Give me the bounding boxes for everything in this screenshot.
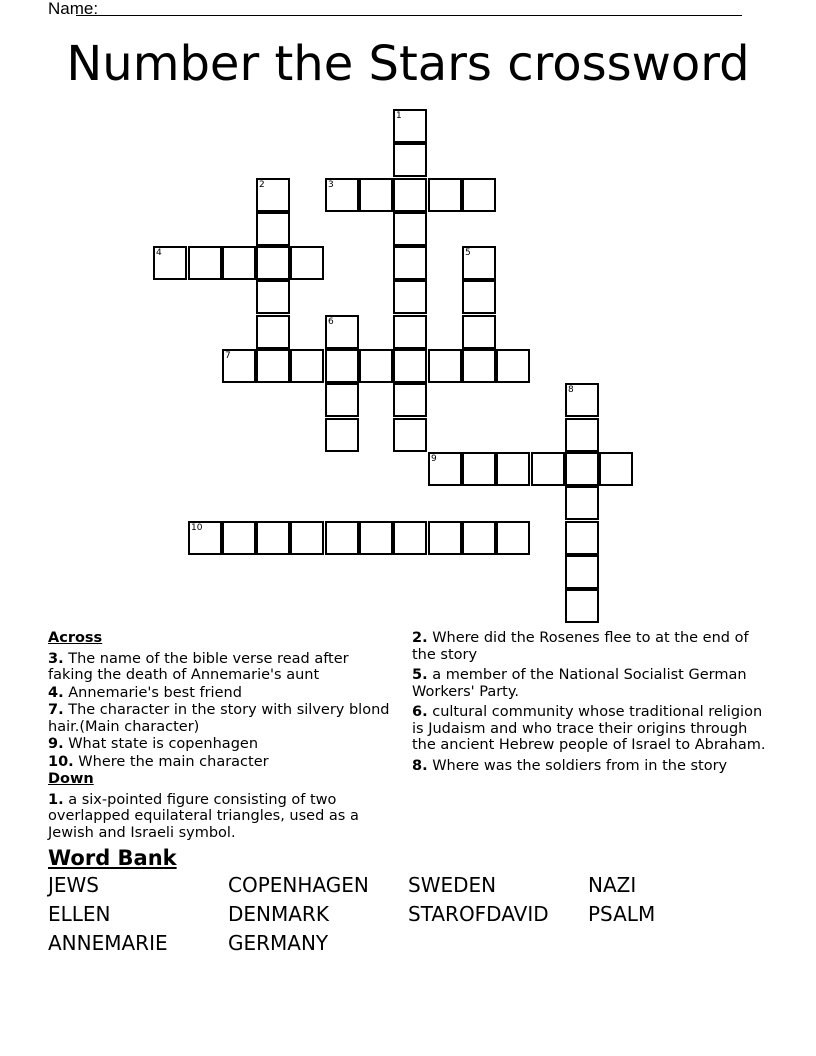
clue-text: Annemarie's best friend [63,684,242,701]
crossword-cell[interactable] [393,246,427,280]
clue-text: a six-pointed figure consisting of two overlapped equilateral triangles, used as a Jewish and Israeli symbol. [48,791,359,841]
clue-number: 1. [48,791,64,808]
clue-across-3 [48,651,393,684]
clue-number: 8. [412,757,428,774]
clue-number: 5. [412,667,428,683]
crossword-cell[interactable] [256,521,290,555]
crossword-cell[interactable] [428,521,462,555]
clue-number-label: 5 [465,248,471,258]
clue-text: The character in the story with silvery blond hair.(Main character) [48,702,390,735]
crossword-cell[interactable] [496,521,530,555]
crossword-cell[interactable] [565,486,599,520]
clue-across-7 [48,702,393,735]
crossword-cell-5[interactable] [462,246,496,280]
clue-number: 7. [48,702,64,718]
crossword-cell-4[interactable] [153,246,187,280]
crossword-cell[interactable] [462,521,496,555]
clue-text: a member of the National Socialist German Workers' Party. [412,667,747,700]
crossword-cell-9[interactable] [428,452,462,486]
clue-number-label: 2 [259,180,265,190]
word-bank-item: ELLEN [48,902,111,926]
crossword-cell[interactable] [565,589,599,623]
crossword-cell[interactable] [325,418,359,452]
clue-across-9 [48,736,393,753]
word-bank [48,874,788,955]
name-field[interactable] [48,0,748,20]
clue-text: What state is copenhagen [63,736,259,752]
crossword-cell[interactable] [565,521,599,555]
crossword-cell-2[interactable] [256,178,290,212]
name-label: Name: [48,0,99,18]
crossword-cell[interactable] [428,178,462,212]
clue-number-label: 4 [156,248,162,258]
clue-number-label: 9 [431,454,437,464]
crossword-cell[interactable] [565,555,599,589]
crossword-cell[interactable] [496,452,530,486]
clue-across-4 [48,685,393,702]
clue-number: 4. [48,684,64,701]
word-bank-item: STAROFDAVID [408,902,549,926]
crossword-cell-7[interactable] [222,349,256,383]
clue-number-label: 7 [225,351,231,361]
crossword-cell[interactable] [462,452,496,486]
crossword-cell[interactable] [462,315,496,349]
clue-number-label: 6 [328,317,334,327]
word-bank-item: PSALM [588,902,656,926]
crossword-cell[interactable] [222,246,256,280]
crossword-cell[interactable] [428,349,462,383]
crossword-cell[interactable] [462,280,496,314]
crossword-cell[interactable] [393,143,427,177]
crossword-cell[interactable] [325,521,359,555]
crossword-cell[interactable] [290,349,324,383]
clue-number: 6. [412,704,428,720]
clue-down-8 [412,758,772,775]
crossword-cell-6[interactable] [325,315,359,349]
clue-text: cultural community whose traditional religion is Judaism and who trace their origins through the ancient Hebrew people of Israel to Abraham. [412,704,766,753]
crossword-cell[interactable] [393,280,427,314]
word-bank-heading: Word Bank [48,846,177,870]
clue-text: Where was the soldiers from in the story [427,757,728,774]
name-underline [76,15,742,16]
crossword-cell-10[interactable] [188,521,222,555]
crossword-cell[interactable] [393,383,427,417]
crossword-cell[interactable] [565,418,599,452]
clue-text: Where did the Rosenes flee to at the end of the story [412,630,749,663]
clue-number-label: 10 [191,523,203,533]
crossword-cell[interactable] [256,315,290,349]
word-bank-item: NAZI [588,873,637,897]
clue-number-label: 8 [568,385,574,395]
crossword-cell[interactable] [325,349,359,383]
crossword-cell[interactable] [393,521,427,555]
word-bank-item: GERMANY [228,931,329,955]
crossword-cell-1[interactable] [393,109,427,143]
clue-number-label: 1 [396,111,402,121]
crossword-cell[interactable] [290,246,324,280]
clue-across-10 [48,754,393,771]
clue-number: 3. [48,650,64,667]
word-bank-item: ANNEMARIE [48,931,168,955]
word-bank-item: COPENHAGEN [228,873,369,897]
clue-number: 9. [48,736,64,752]
clues-left-column [48,630,393,842]
crossword-cell[interactable] [393,178,427,212]
crossword-cell[interactable] [256,212,290,246]
clue-number: 2. [412,630,428,646]
crossword-cell[interactable] [188,246,222,280]
crossword-cell[interactable] [599,452,633,486]
crossword-cell[interactable] [222,521,256,555]
crossword-cell[interactable] [359,349,393,383]
crossword-cell-3[interactable] [325,178,359,212]
crossword-cell[interactable] [393,315,427,349]
crossword-cell[interactable] [359,521,393,555]
crossword-cell[interactable] [290,521,324,555]
across-heading: Across [48,630,103,646]
clue-down-2 [412,630,772,663]
crossword-cell[interactable] [359,178,393,212]
clue-number: 10. [48,753,74,770]
crossword-cell[interactable] [462,178,496,212]
clue-down-5 [412,667,772,700]
crossword-cell-8[interactable] [565,383,599,417]
crossword-cell[interactable] [393,212,427,246]
crossword-cell[interactable] [462,349,496,383]
page-title: Number the Stars crossword [66,36,750,92]
crossword-cell[interactable] [531,452,565,486]
down-heading: Down [48,771,94,787]
clue-text: Where the main character [73,753,269,770]
word-bank-item: SWEDEN [408,873,497,897]
crossword-cell[interactable] [393,418,427,452]
clue-down-1 [48,792,393,842]
crossword-cell[interactable] [393,349,427,383]
crossword-cell[interactable] [256,280,290,314]
clue-text: The name of the bible verse read after faking the death of Annemarie's aunt [48,650,349,683]
crossword-cell[interactable] [256,246,290,280]
word-bank-item: DENMARK [228,902,329,926]
crossword-cell[interactable] [325,383,359,417]
crossword-cell[interactable] [256,349,290,383]
clue-number-label: 3 [328,180,334,190]
word-bank-item: JEWS [48,873,100,897]
clue-down-6 [412,704,772,754]
crossword-cell[interactable] [565,452,599,486]
clues-right-column [412,630,772,778]
crossword-cell[interactable] [496,349,530,383]
